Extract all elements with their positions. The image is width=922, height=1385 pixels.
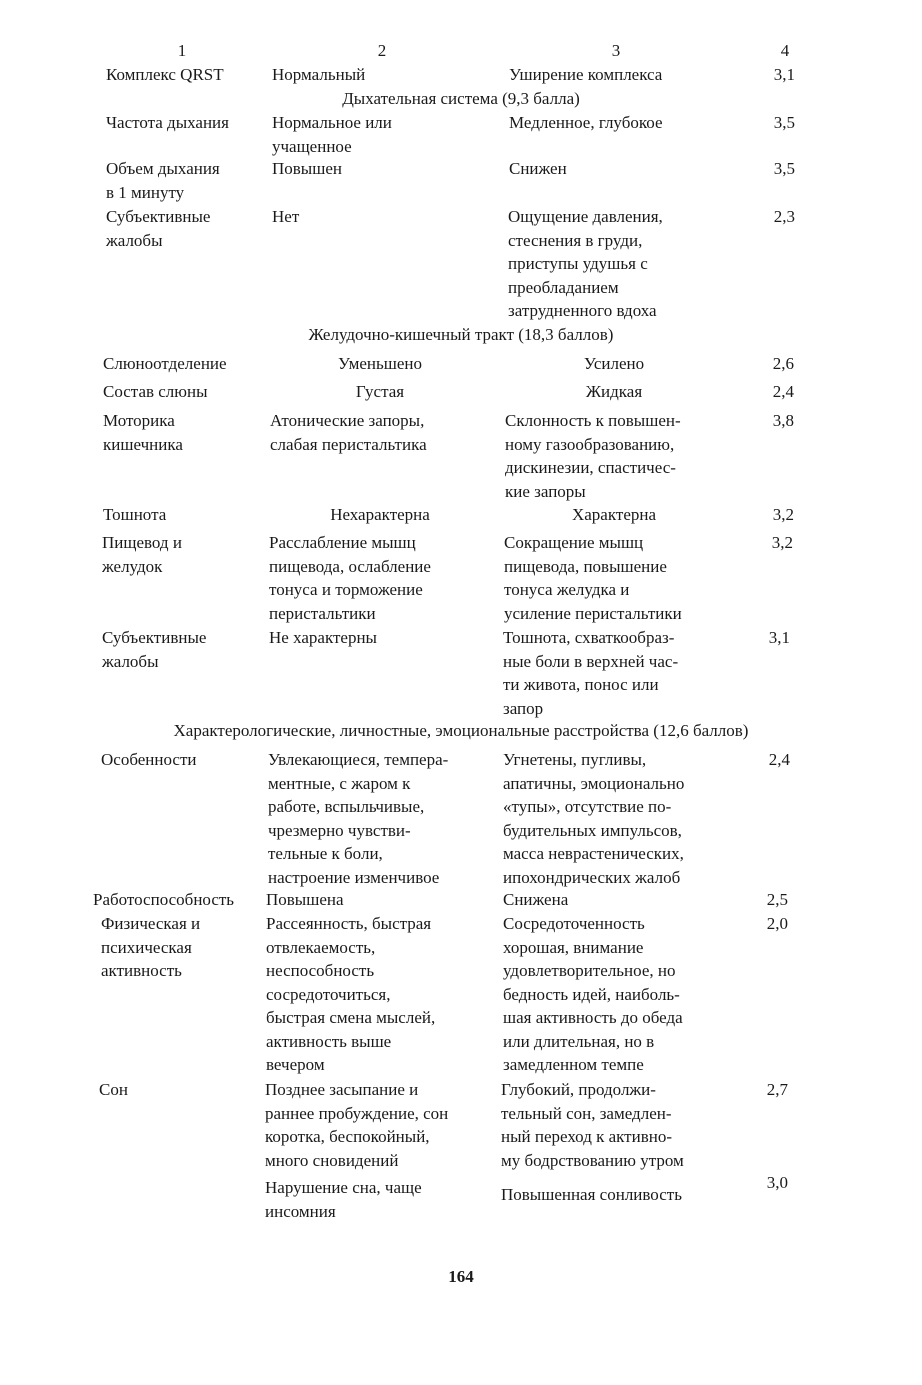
row-col2: Расслабление мышц пищевода, ослабление тонуса и торможение перистальтики — [269, 533, 431, 623]
row-score: 3,0 — [766, 1173, 788, 1192]
row-score: 2,5 — [766, 890, 788, 909]
section-title-gi: Желудочно-кишечный тракт (18,3 баллов) — [308, 325, 614, 344]
row-score: 3,5 — [773, 113, 795, 132]
row-param: Тошнота — [103, 505, 167, 524]
row-score: 2,4 — [768, 750, 790, 769]
row-param: Комплекс QRST — [106, 65, 224, 84]
row-param: Пищевод и желудок — [102, 533, 182, 576]
row-param: Сон — [99, 1080, 128, 1099]
column-header-1: 1 — [177, 41, 187, 60]
section-title-respiratory: Дыхательная система (9,3 балла) — [342, 89, 580, 108]
row-score: 3,2 — [771, 533, 793, 552]
row-col3: Глубокий, продолжи- тельный сон, замедлен- ный переход к активно- му бодрствованию утром — [501, 1080, 684, 1170]
row-score: 2,3 — [773, 207, 795, 226]
row-col3: Медленное, глубокое — [509, 113, 663, 132]
row-param: Слюноотделение — [103, 354, 227, 373]
row-param: Физическая и психическая активность — [101, 914, 201, 980]
row-col2: Повышен — [272, 159, 342, 178]
column-header-2: 2 — [377, 41, 387, 60]
row-param: Состав слюны — [103, 382, 208, 401]
row-score: 3,1 — [768, 628, 790, 647]
row-col2: Рассеянность, быстрая отвлекаемость, неспособность сосредоточиться, быстрая смена мыслей, активность выше вечером — [266, 914, 436, 1074]
row-col2: Увлекающиеся, темпера- ментные, с жаром к работе, вспыльчивые, чрезмерно чувстви- тельные к боли, настроение изменчивое — [268, 750, 449, 887]
row-col3: Повышенная сонливость — [501, 1185, 682, 1204]
row-col3: Сокращение мышц пищевода, повышение тонуса желудка и усиление перистальтики — [504, 533, 682, 623]
row-col3: Характерна — [571, 505, 657, 524]
row-param: Субъективные жалобы — [106, 207, 211, 250]
row-col2: Позднее засыпание и раннее пробуждение, сон коротка, беспокойный, много сновидений — [265, 1080, 449, 1170]
row-col3: Усилено — [583, 354, 645, 373]
row-score: 3,8 — [772, 411, 794, 430]
section-title-characterological: Характерологические, личностные, эмоциональные расстройства (12,6 баллов) — [173, 721, 749, 740]
row-col3: Тошнота, схваткообраз- ные боли в верхней час- ти живота, понос или запор — [503, 628, 679, 718]
column-header-4: 4 — [780, 41, 790, 60]
row-col3: Ощущение давления, стеснения в груди, приступы удушья с преобладанием затрудненного вдоха — [508, 207, 663, 320]
row-col2: Уменьшено — [338, 354, 422, 373]
row-score: 3,5 — [773, 159, 795, 178]
row-col2: Нарушение сна, чаще инсомния — [265, 1178, 422, 1221]
row-param: Частота дыхания — [106, 113, 229, 132]
row-col3: Снижен — [509, 159, 567, 178]
page-number: 164 — [448, 1267, 474, 1286]
row-col3: Угнетены, пугливы, апатичны, эмоционально «тупы», отсутствие по- будительных импульсов, масса неврастенических, ипохондрических жалоб — [503, 750, 685, 887]
row-col2: Не характерны — [269, 628, 377, 647]
row-param: Субъективные жалобы — [102, 628, 207, 671]
row-score: 2,7 — [766, 1080, 788, 1099]
row-col2: Нормальный — [272, 65, 366, 84]
row-col3: Жидкая — [585, 382, 643, 401]
row-param: Работоспособность — [93, 890, 235, 909]
row-col3: Снижена — [503, 890, 569, 909]
row-col3: Склонность к повышен- ному газообразованию, дискинезии, спастичес- кие запоры — [505, 411, 681, 501]
row-param: Особенности — [101, 750, 197, 769]
row-score: 2,6 — [772, 354, 794, 373]
row-score: 3,2 — [772, 505, 794, 524]
row-param: Моторика кишечника — [103, 411, 183, 454]
row-col2: Атонические запоры, слабая перистальтика — [270, 411, 427, 454]
row-col2: Нехарактерна — [330, 505, 430, 524]
column-header-3: 3 — [611, 41, 621, 60]
row-col2: Густая — [355, 382, 405, 401]
row-col3: Сосредоточенность хорошая, внимание удовлетворительное, но бедность идей, наиболь- шая активность до обеда или длительная, но в замедленном темпе — [503, 914, 683, 1074]
row-col2: Повышена — [266, 890, 344, 909]
row-param: Объем дыхания в 1 минуту — [106, 159, 220, 202]
row-score: 2,0 — [766, 914, 788, 933]
row-col2: Нормальное или учащенное — [272, 113, 392, 156]
row-score: 2,4 — [772, 382, 794, 401]
row-col2: Нет — [272, 207, 300, 226]
row-col3: Уширение комплекса — [509, 65, 663, 84]
row-score: 3,1 — [773, 65, 795, 84]
